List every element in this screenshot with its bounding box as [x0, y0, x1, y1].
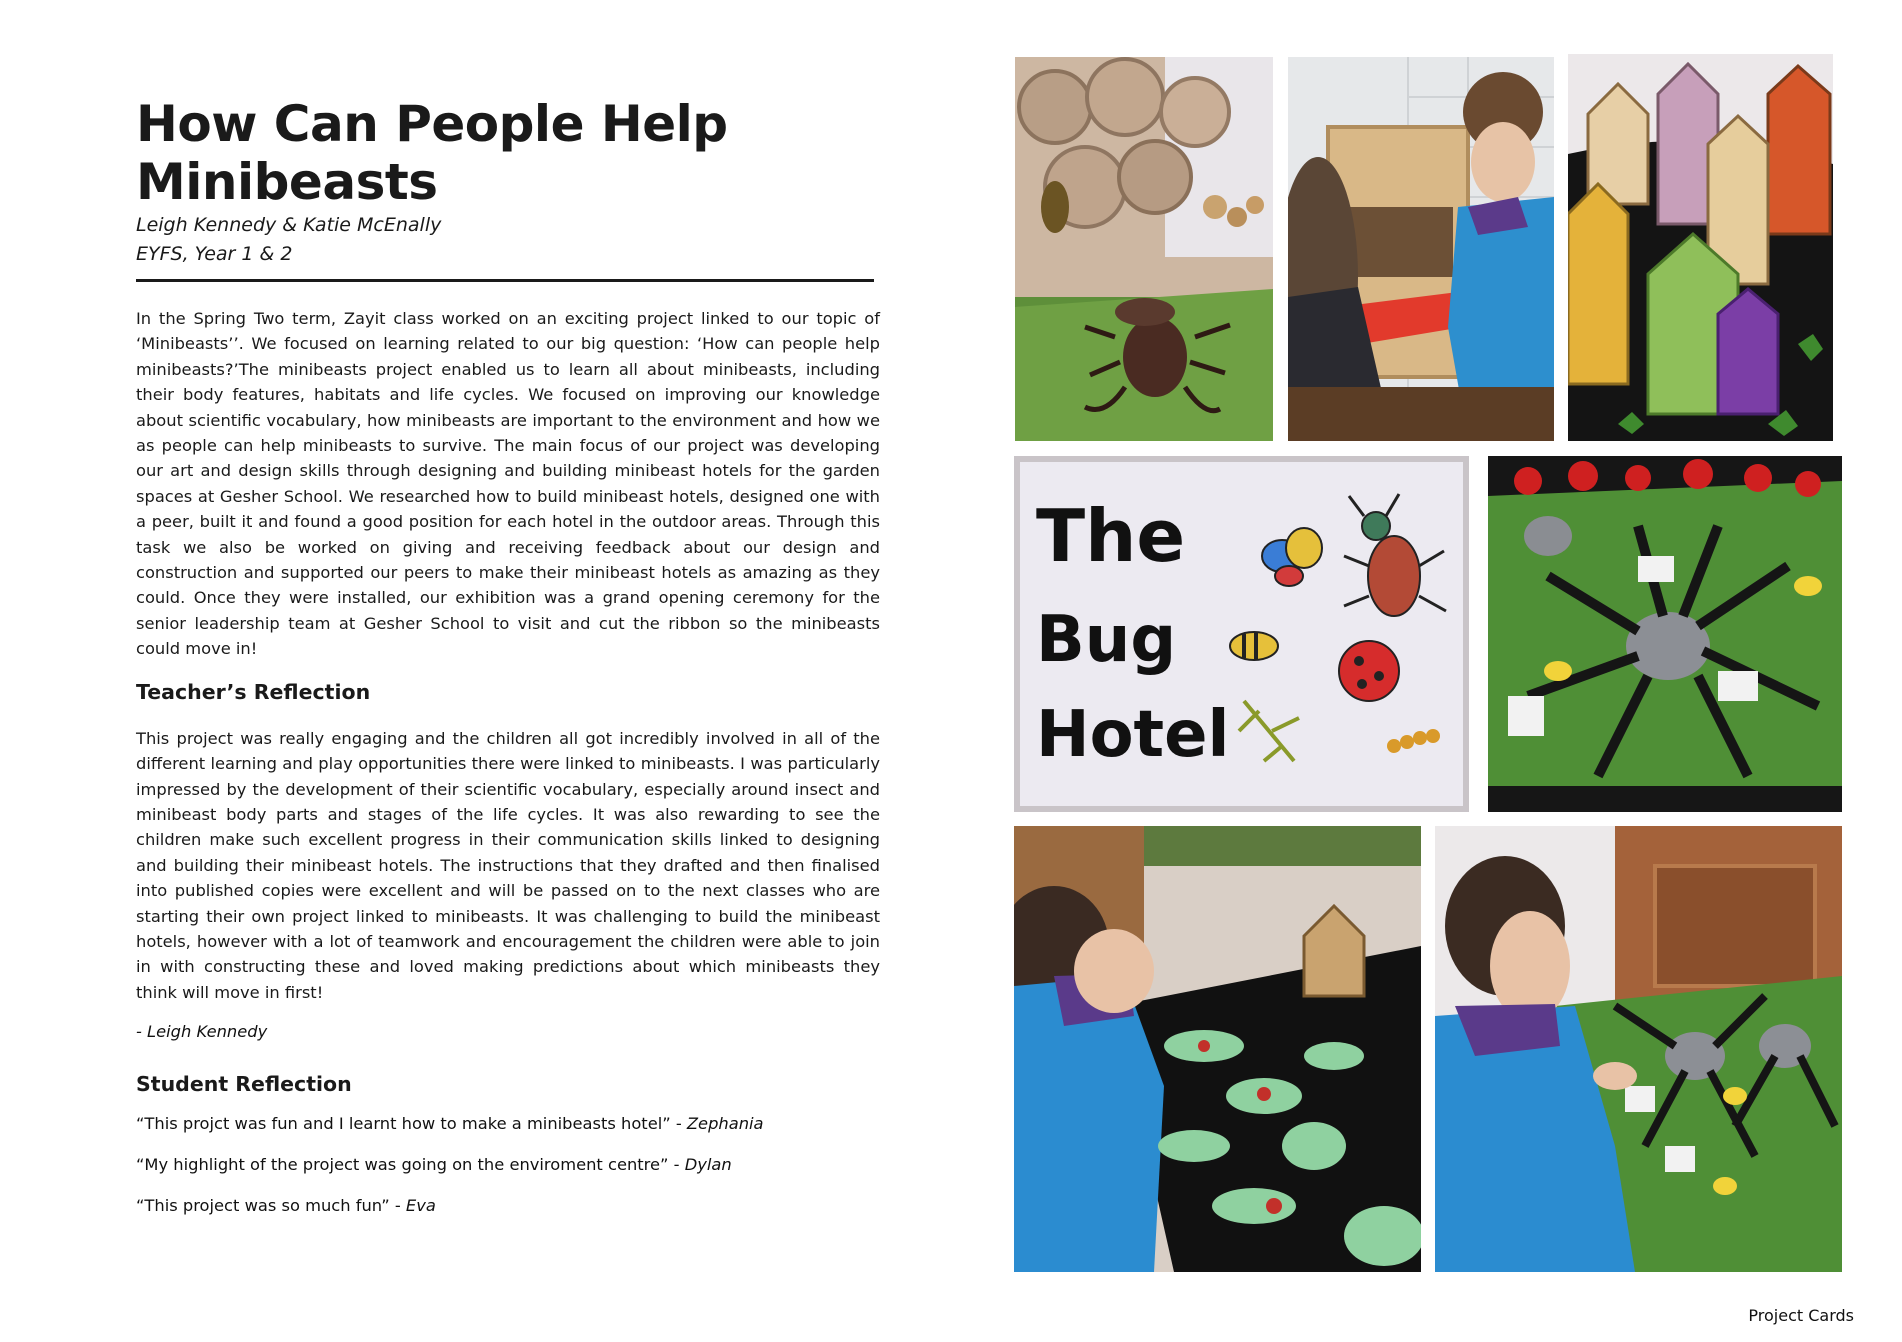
photo-tubes-beetle	[1015, 57, 1273, 441]
teacher-reflection-heading: Teacher’s Reflection	[136, 679, 371, 704]
photo-children-bug-hotel	[1288, 57, 1554, 441]
intro-paragraph: In the Spring Two term, Zayit class worked on an exciting project linked to our topic of ‘Minibeasts’’. We focused on learning related to our big question: ‘How can people help minibeasts?’The minibeasts project enabled us to learn all about minibeasts, including their body features, habitats and life cycles. We focused on improving our knowledge about scientific vocabulary, how minibeasts are important to the environment and how we as people can help minibeasts to survive. The main focus of our project was developing our art and design skills through designing and building minibeast hotels for the garden spaces at Gesher School. We researched how to build minibeast hotels, designed one with a peer, built it and found a good position for each hotel in the outdoor areas. Through this task we also be worked on giving and receiving feedback about our design and construction and supported our peers to make their minibeast hotels as amazing as they could. Once they were installed, our exhibition was a grand opening ceremony for the senior leadership team at Gesher School to visit and cut the ribbon so the minibeasts could move in!	[136, 309, 880, 659]
bee-drawing	[1230, 632, 1278, 660]
photo-bug-hotel-sign	[1014, 456, 1469, 812]
teacher-reflection-paragraph: This project was really engaging and the children all got incredibly involved in all of the different learning and play opportunities there were linked to minibeasts. I was particularly impressed by the development of their scientific vocabulary, especially around insect and minibeast body parts and stages of the life cycles. It was also rewarding to see the children make such excellent progress in their communication skills linked to designing and building their minibeast hotels. The instructions that they drafted and then finalised into published copies were excellent and will be passed on to the next classes who are starting their own project linked to minibeasts. It was challenging to build the minibeast hotels, however with a lot of teamwork and encouragement the children were able to join in with constructing these and loved making predictions about which minibeasts they think will move in first!	[136, 728, 880, 1002]
quote-author: Eva	[405, 1196, 436, 1216]
student-reflection-heading: Student Reflection	[136, 1072, 352, 1097]
year-groups: EYFS, Year 1 & 2	[136, 243, 293, 265]
photo-spider-display	[1488, 456, 1842, 812]
quote-text: “My highlight of the project was going on the enviroment centre” -	[136, 1155, 685, 1175]
photo-boy-spider-display	[1435, 826, 1842, 1272]
photo-girl-leaf-display	[1014, 826, 1421, 1272]
authors: Leigh Kennedy & Katie McEnally	[136, 214, 442, 236]
ladybird-drawing	[1339, 641, 1399, 701]
student-quote	[136, 1153, 880, 1177]
quote-text: “This projct was fun and I learnt how to make a minibeasts hotel” -	[136, 1114, 687, 1134]
article	[136, 95, 880, 1218]
student-quote	[136, 1112, 880, 1136]
sign-word-bug: Bug	[1036, 603, 1177, 677]
teacher-signature: - Leigh Kennedy	[136, 1022, 268, 1042]
title-divider	[136, 279, 874, 282]
photo-painted-bug-hotels	[1568, 54, 1833, 441]
student-quote	[136, 1194, 880, 1218]
sign-word-hotel: Hotel	[1036, 698, 1230, 772]
quote-text: “This project was so much fun” -	[136, 1196, 406, 1216]
quote-author: Zephania	[686, 1114, 764, 1134]
footer-label: Project Cards	[1748, 1306, 1854, 1325]
quote-author: Dylan	[684, 1155, 732, 1175]
page-title: How Can People Help Minibeasts	[136, 95, 728, 211]
sign-word-the: The	[1036, 494, 1186, 578]
